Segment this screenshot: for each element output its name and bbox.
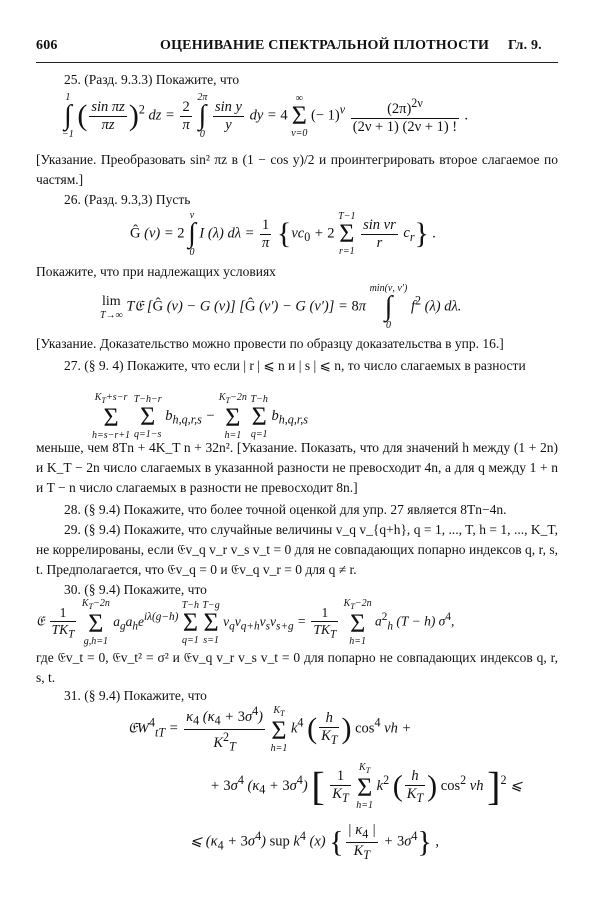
ex31-formula1: 𝔈W$^4_{tT}$ = $\frac{\kappa_4 (\kappa_4 + 3\sigma^4)}{K^2_T}$ $K_T$ Σ h=1 $k^4$ ( $\frac{h}{K_T}$ ) $\cos^4 \nu h$ + bbox=[128, 704, 412, 754]
ex26-hint: [Указание. Доказательство можно провести по образцу доказательства в упр. 16.] bbox=[36, 336, 504, 351]
ex26-text: Покажите, что при надлежащих условиях bbox=[36, 264, 276, 279]
ex25-intro: 25. (Разд. 9.3.3) Покажите, что bbox=[64, 72, 240, 87]
ex28-text: 28. (§ 9.4) Покажите, что более точной оценкой для упр. 27 является 8Tn−4n. bbox=[64, 502, 507, 517]
ex25-hint: [Указание. Преобразовать sin² πz в (1 − cos y)/2 и проинтегрировать второе слагаемое по частям.] bbox=[36, 152, 558, 187]
ex27-intro: 27. (§ 9. 4) Покажите, что если | r | ⩽ n и | s | ⩽ n, то число слагаемых в разности bbox=[64, 358, 526, 373]
ex25-formula: 1 ∫ −1 ( $\frac{\text{sin πz}}{\pi z}$ )$^2$ dz = $\frac{2}{\pi}$ 2π ∫ 0 $\frac{\text{sin y}}{y}$ dy = 4 ∞ Σ ν=0 (− 1)$^\nu$ $\frac{(2\pi)^{2\nu}}{(2\nu + 1) (2\nu + 1) !}$ . bbox=[62, 92, 469, 140]
ex29-text: 29. (§ 9.4) Покажите, что случайные величины v_q v_{q+h}, q = 1, ..., T, h = 1, ..., K_T, не коррелированы, если 𝔈v_q v_r v_s v_t = 0 для не совпадающих попарно индексов q, r, s, t. Предполагается, что 𝔈v_q = 0 и 𝔈v_q v_r = 0 для q ≠ r. bbox=[36, 522, 558, 577]
ex31-formula2: + $3\sigma^4$ $(\kappa_4 + 3\sigma^4)$ [ $\frac{1}{K_T}$ $K_T$ Σ h=1 $k^2$ ( $\frac{h}{K_T}$ ) $\cos^2 \nu h$ ]$^2$ ⩽ bbox=[210, 762, 523, 811]
ex26-intro: 26. (Разд. 9.3,3) Пусть bbox=[64, 192, 191, 207]
ex27-text: меньше, чем 8Tn + 4K_T n + 32n². [Указание. Показать, что для значений h между (1 + 2n) и K_T − 2n число слагаемых в указанной разности не превосходит 4n, а для q между 1 + n и T − n число слагаемых в разности не превосходит 8n.] bbox=[36, 440, 558, 495]
chapter-label: Гл. 9. bbox=[508, 38, 542, 53]
page-number: 606 bbox=[36, 38, 58, 53]
ex26-formula1: Ĝ (ν) = 2 ν ∫ 0 I (λ) dλ = $\frac{1}{\pi}$ {$\nu c_0 + 2$ T−1 Σ r=1 $\frac{\text{sin νr}}{r}$ $c_r$} . bbox=[130, 210, 437, 258]
ex30-intro: 30. (§ 9.4) Покажите, что bbox=[64, 582, 207, 597]
ex31-formula3: ⩽ $(\kappa_4 + 3\sigma^4)$ sup $k^4$ (x) { $\frac{| \kappa_4 |}{K_T}$ + $3\sigma^4$} , bbox=[190, 822, 440, 862]
ex27-formula: $K_T+s-r$ Σ h=s−r+1 T−h−r Σ q=1−s $b_{h,q,r,s} - K_T-2n$ Σ h=1 T−h Σ q=1 $b_{h,q,r,s}$ bbox=[92, 392, 308, 441]
ex31-intro: 31. (§ 9.4) Покажите, что bbox=[64, 688, 207, 703]
header-rule bbox=[36, 62, 558, 63]
ex30-formula: 𝔈 $\frac{1}{TK_T}$ $K_T-2n$ Σ g,h=1 $a_ga_he^{i\lambda(g-h)}$ T−h Σ q=1 T−g Σ s=1 $v_qv_{q+h}v_sv_{s+g}$ = $\frac{1}{TK_T}$ $K_T-2n$ Σ h=1 $a^2_h$ (T − h) $\sigma^4$, bbox=[36, 598, 455, 647]
ex30-text: где 𝔈v_t = 0, 𝔈v_t² = σ² и 𝔈v_q v_r v_s v_t = 0 для попарно не совпадающих индексов q, r, s, t. bbox=[36, 650, 558, 685]
running-title: ОЦЕНИВАНИЕ СПЕКТРАЛЬНОЙ ПЛОТНОСТИ bbox=[160, 38, 490, 53]
ex26-formula2: lim T→∞ T𝔈 [Ĝ (ν) − G (ν)] [Ĝ (ν′) − G (ν′)] = 8π min(ν, ν′) ∫ 0 $f^2$ (λ) dλ. bbox=[100, 283, 462, 331]
